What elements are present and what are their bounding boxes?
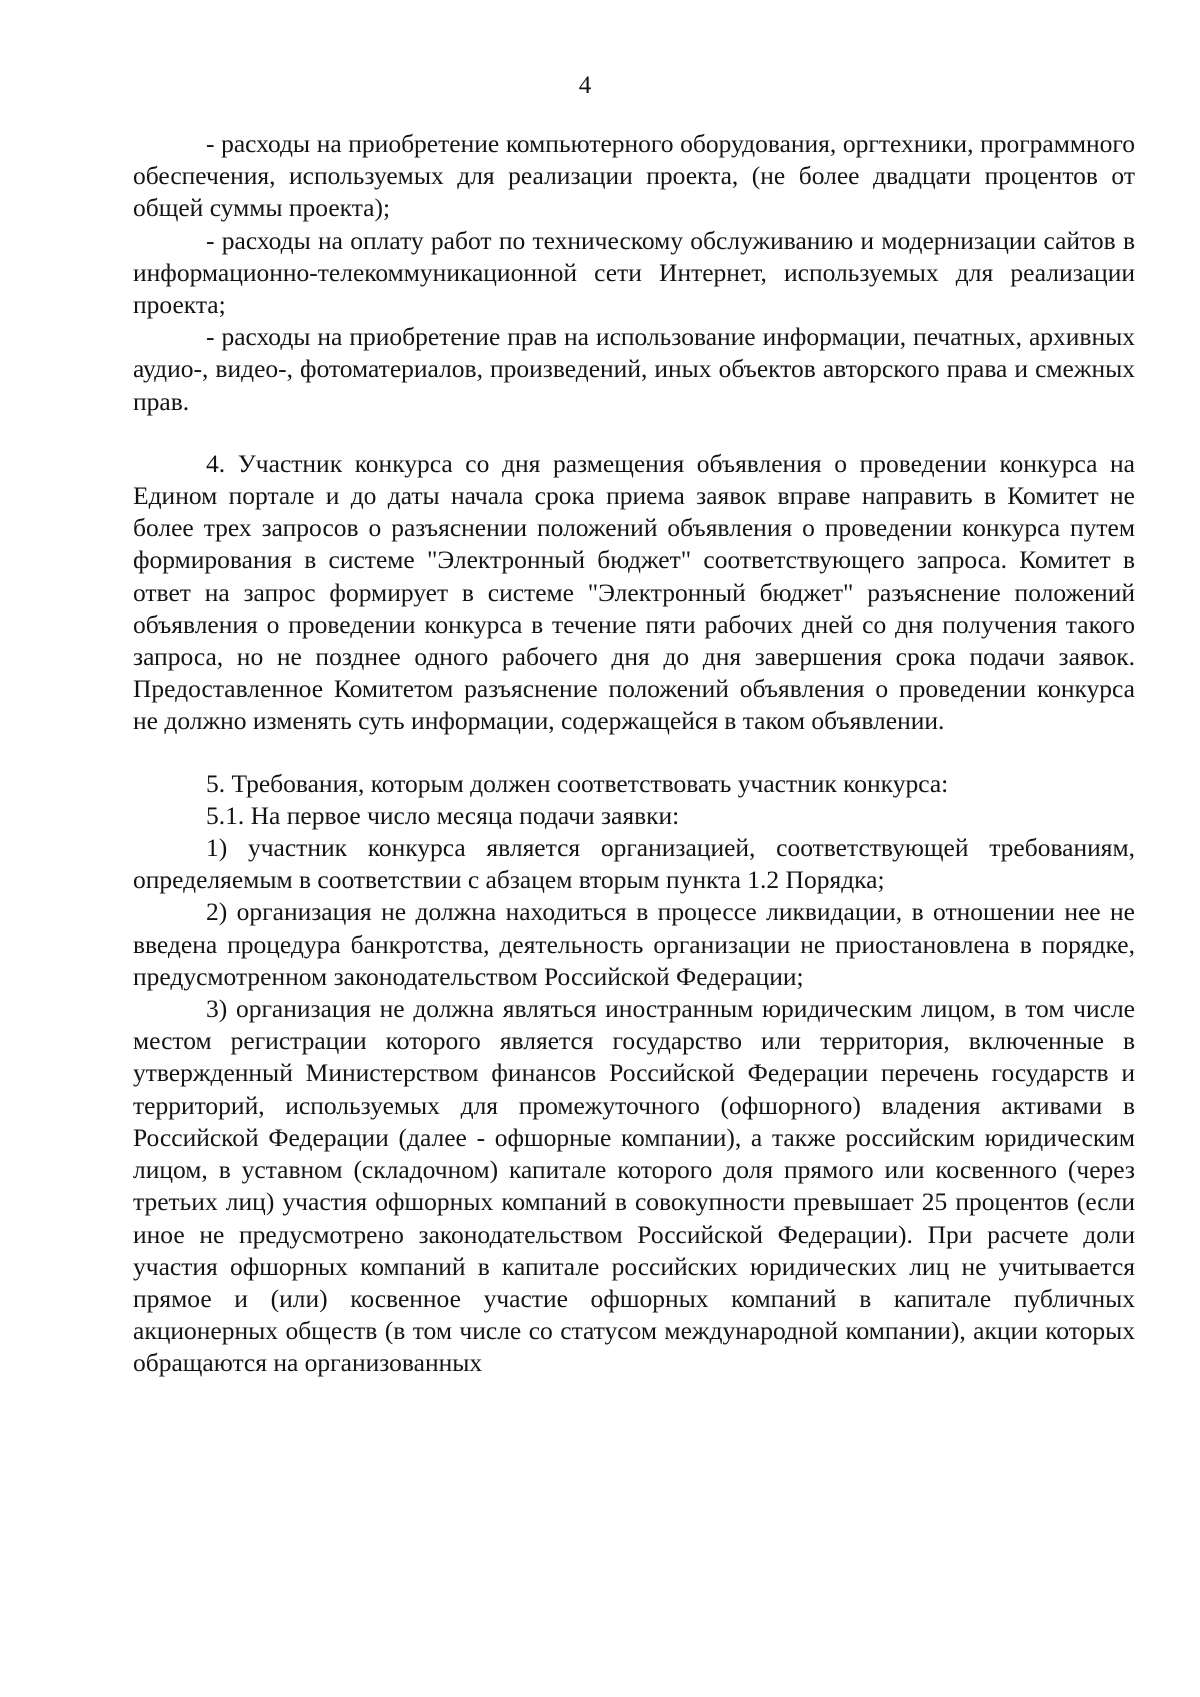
paragraph-expense-equipment: - расходы на приобретение компьютерного оборудования, оргтехники, программного обеспечения, используемых для реализации проекта, (не более двадцати процентов от общей суммы проекта); — [133, 129, 1135, 223]
document-body — [133, 128, 1135, 1380]
paragraph-gap — [133, 738, 1135, 768]
paragraph-expense-websites: - расходы на оплату работ по техническому обслуживанию и модернизации сайтов в информационно-телекоммуникационной сети Интернет, используемых для реализации проекта; — [133, 225, 1135, 320]
paragraph-clause-5: 5. Требования, которым должен соответствовать участник конкурса: — [206, 768, 949, 798]
page-number: 4 — [578, 72, 592, 99]
paragraph-expense-rights: - расходы на приобретение прав на использование информации, печатных, архивных аудио-, видео-, фотоматериалов, произведений, иных объектов авторского права и смежных прав. — [133, 322, 1135, 416]
paragraph-clause-5-1: 5.1. На первое число месяца подачи заявки: — [206, 800, 680, 830]
paragraph-item-3: 3) организация не должна являться иностранным юридическим лицом, в том числе местом регистрации которого является государство или территория, включенные в утвержденный Министерством финансов Российской Федерации перечень государств и территорий, используемых для промежуточного (офшорного) владения активами в Российской Федерации (далее - офшорные компании), а также российским юридическим лицом, в уставном (складочном) капитале которого доля прямого или косвенного (через третьих лиц) участия офшорных компаний в совокупности превышает 25 процентов (если иное не предусмотрено законодательством Российской Федерации). При расчете доли участия офшорных компаний в капитале российских юридических лиц не учитывается прямое и (или) косвенное участие офшорных компаний в капитале публичных акционерных обществ (в том числе со статусом международной компании), акции которых обращаются на организованных — [133, 994, 1135, 1378]
paragraph-item-2: 2) организация не должна находиться в процессе ликвидации, в отношении нее не введена процедура банкротства, деятельность организации не приостановлена в порядке, предусмотренном законодательством Российской Федерации; — [133, 897, 1135, 991]
paragraph-gap — [133, 418, 1135, 448]
paragraph-clause-4: 4. Участник конкурса со дня размещения объявления о проведении конкурса на Едином портале и до даты начала срока приема заявок вправе направить в Комитет не более трех запросов о разъяснении положений объявления о проведении конкурса путем формирования в системе "Электронный бюджет" соответствующего запроса. Комитет в ответ на запрос формирует в системе "Электронный бюджет" разъяснение положений объявления о проведении конкурса в течение пяти рабочих дней со дня получения такого запроса, но не позднее одного рабочего дня до дня завершения срока подачи заявок. Предоставленное Комитетом разъяснение положений объявления о проведении конкурса не должно изменять суть информации, содержащейся в таком объявлении. — [133, 448, 1135, 736]
paragraph-item-1: 1) участник конкурса является организацией, соответствующей требованиям, определяемым в соответствии с абзацем вторым пункта 1.2 Порядка; — [133, 833, 1135, 895]
